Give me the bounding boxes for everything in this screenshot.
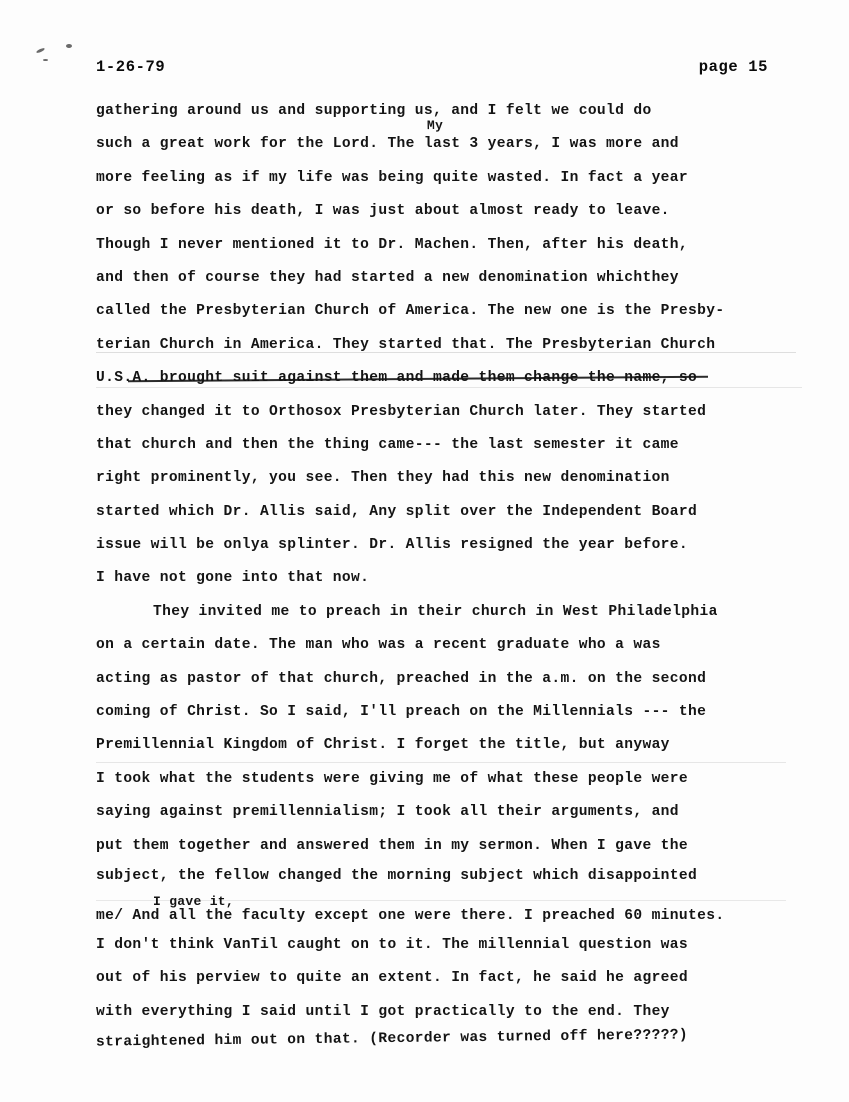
text-line: U.S.A. brought suit against them and made them change the name, so: [96, 370, 698, 387]
text-line: gathering around us and supporting us, and I felt we could do: [96, 103, 652, 119]
page-number: page 15: [698, 58, 768, 76]
scan-speck: [36, 47, 45, 54]
text-line: such a great work for the Lord. The last 3 years, I was more and: [96, 136, 679, 153]
text-line: that church and then the thing came--- the last semester it came: [96, 436, 679, 453]
text-line: I don't think VanTil caught on to it. The millennial question was: [96, 936, 688, 953]
text-line: They invited me to preach in their church in West Philadelphia: [153, 603, 718, 620]
text-line: right prominently, you see. Then they had this new denomination: [96, 470, 670, 487]
scan-speck: [66, 44, 72, 48]
text-line: issue will be onlya splinter. Dr. Allis resigned the year before.: [96, 537, 688, 554]
text-line: subject, the fellow changed the morning subject which disappointed: [96, 867, 698, 884]
text-line: started which Dr. Allis said, Any split over the Independent Board: [96, 503, 698, 520]
text-line: and then of course they had started a new denomination whichthey: [96, 269, 679, 286]
text-line: me/ And all the faculty except one were there. I preached 60 minutes.: [96, 907, 725, 924]
text-line: out of his perview to quite an extent. In fact, he said he agreed: [96, 970, 688, 987]
text-line: terian Church in America. They started that. The Presbyterian Church: [96, 336, 716, 353]
text-line: with everything I said until I got practically to the end. They: [96, 1003, 670, 1020]
text-line: on a certain date. The man who was a recent graduate who a was: [96, 637, 661, 654]
text-line: Though I never mentioned it to Dr. Machen. Then, after his death,: [96, 236, 688, 253]
text-line: more feeling as if my life was being quite wasted. In fact a year: [96, 169, 688, 186]
insertion-i-gave-it: I gave it,: [153, 894, 235, 909]
text-line: called the Presbyterian Church of America. The new one is the Presby-: [96, 303, 725, 320]
text-line: acting as pastor of that church, preached in the a.m. on the second: [96, 670, 707, 687]
page-header: [96, 58, 768, 76]
text-line: coming of Christ. So I said, I'll preach on the Millennials --- the: [96, 704, 707, 721]
insertion-my: My: [426, 117, 444, 134]
text-line: put them together and answered them in my sermon. When I gave the: [96, 837, 688, 854]
text-line: they changed it to Orthosox Presbyterian Church later. They started: [96, 403, 707, 420]
scan-speck: [43, 59, 48, 61]
text-line: or so before his death, I was just about almost ready to leave.: [96, 203, 670, 220]
document-date: 1-26-79: [96, 58, 166, 76]
text-line: I have not gone into that now.: [96, 570, 370, 587]
text-line: I took what the students were giving me of what these people were: [96, 770, 688, 787]
text-line: saying against premillennialism; I took all their arguments, and: [96, 804, 679, 821]
text-line: Premillennial Kingdom of Christ. I forget the title, but anyway: [96, 737, 670, 754]
text-line: straightened him out on that. (Recorder was turned off here?????): [95, 1027, 689, 1051]
